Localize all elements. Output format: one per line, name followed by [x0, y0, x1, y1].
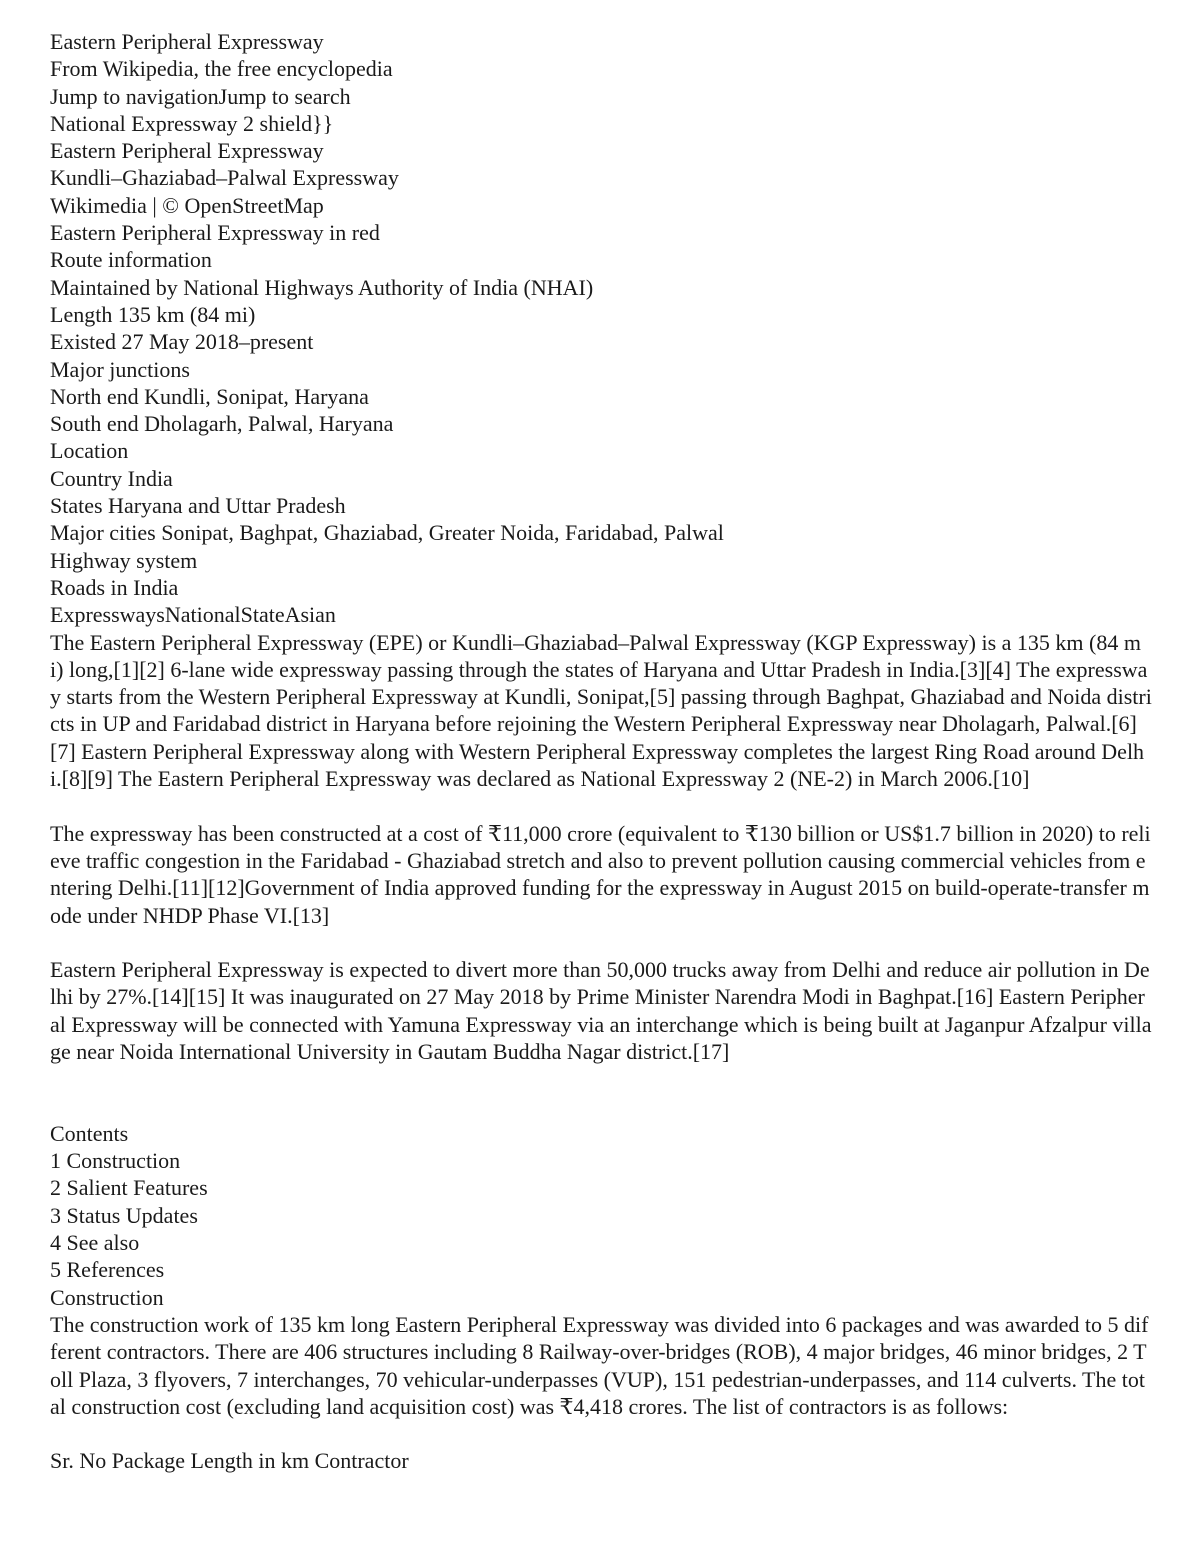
contents-item-construction[interactable]: 1 Construction	[50, 1148, 181, 1174]
document-page	[50, 28, 1160, 1475]
tagline: From Wikipedia, the free encyclopedia	[50, 56, 393, 82]
country-row: Country India	[50, 465, 173, 491]
section-gap	[50, 1065, 1160, 1120]
jump-links[interactable]: Jump to navigationJump to search	[50, 83, 351, 109]
maintained-by: Maintained by National Highways Authority of India (NHAI)	[50, 274, 594, 300]
intro-paragraph-2: The expressway has been constructed at a cost of ₹11,000 crore (equivalent to ₹130 billion or US$1.7 billion in 2020) to relieve traffic congestion in the Faridabad - Ghaziabad stretch and also to prevent pollution causing commercial vehicles from entering Delhi.[11][12]Government of India approved funding for the expressway in August 2015 on build-operate-transfer mode under NHDP Phase VI.[13]	[50, 820, 1151, 928]
infobox-name: Eastern Peripheral Expressway	[50, 138, 324, 164]
paragraph-gap	[50, 929, 1160, 956]
paragraph-gap	[50, 792, 1160, 819]
contents-item-see-also[interactable]: 4 See also	[50, 1230, 140, 1256]
major-junctions-heading: Major junctions	[50, 356, 190, 382]
length-row: Length 135 km (84 mi)	[50, 301, 256, 327]
shield-caption: National Expressway 2 shield}}	[50, 110, 334, 136]
intro-paragraph-1: The Eastern Peripheral Expressway (EPE) or Kundli–Ghaziabad–Palwal Expressway (KGP Expressway) is a 135 km (84 mi) long,[1][2] 6-lane wide expressway passing through the states of Haryana and Uttar Pradesh in India.[3][4] The expressway starts from the Western Peripheral Expressway at Kundli, Sonipat,[5] passing through Baghpat, Ghaziabad and Noida districts in UP and Faridabad district in Haryana before rejoining the Western Peripheral Expressway near Dholagarh, Palwal.[6][7] Eastern Peripheral Expressway along with Western Peripheral Expressway completes the largest Ring Road around Delhi.[8][9] The Eastern Peripheral Expressway was declared as National Expressway 2 (NE-2) in March 2006.[10]	[50, 629, 1152, 792]
contents-item-references[interactable]: 5 References	[50, 1257, 165, 1283]
south-end-row: South end Dholagarh, Palwal, Haryana	[50, 411, 394, 437]
roads-in-india-link[interactable]: Roads in India	[50, 574, 179, 600]
route-info-heading: Route information	[50, 247, 212, 273]
construction-paragraph: The construction work of 135 km long Eastern Peripheral Expressway was divided into 6 packages and was awarded to 5 different contractors. There are 406 structures including 8 Railway-over-bridges (ROB), 4 major bridges, 46 minor bridges, 2 Toll Plaza, 3 flyovers, 7 interchanges, 70 vehicular-underpasses (VUP), 151 pedestrian-underpasses, and 114 culverts. The total construction cost (excluding land acquisition cost) was ₹4,418 crores. The list of contractors is as follows:	[50, 1311, 1149, 1419]
contractor-table-header: Sr. No Package Length in km Contractor	[50, 1448, 409, 1474]
highway-nav-links[interactable]: ExpresswaysNationalStateAsian	[50, 602, 336, 628]
north-end-row: North end Kundli, Sonipat, Haryana	[50, 383, 369, 409]
intro-paragraph-3: Eastern Peripheral Expressway is expected to divert more than 50,000 trucks away from Delhi and reduce air pollution in Delhi by 27%.[14][15] It was inaugurated on 27 May 2018 by Prime Minister Narendra Modi in Baghpat.[16] Eastern Peripheral Expressway will be connected with Yamuna Expressway via an interchange which is being built at Jaganpur Afzalpur village near Noida International University in Gautam Buddha Nagar district.[17]	[50, 957, 1152, 1064]
contents-heading: Contents	[50, 1120, 129, 1146]
location-heading: Location	[50, 438, 129, 464]
major-cities-row: Major cities Sonipat, Baghpat, Ghaziabad, Greater Noida, Faridabad, Palwal	[50, 520, 724, 546]
contents-item-status-updates[interactable]: 3 Status Updates	[50, 1202, 198, 1228]
states-row: States Haryana and Uttar Pradesh	[50, 493, 346, 519]
highway-system-heading: Highway system	[50, 547, 198, 573]
infobox-alt-name: Kundli–Ghaziabad–Palwal Expressway	[50, 165, 399, 191]
article-title: Eastern Peripheral Expressway	[50, 29, 324, 54]
existed-row: Existed 27 May 2018–present	[50, 329, 314, 355]
map-caption: Eastern Peripheral Expressway in red	[50, 220, 380, 246]
map-credit[interactable]: Wikimedia | © OpenStreetMap	[50, 192, 324, 218]
paragraph-gap	[50, 1420, 1160, 1447]
contents-item-salient-features[interactable]: 2 Salient Features	[50, 1175, 208, 1201]
construction-heading: Construction	[50, 1284, 164, 1310]
